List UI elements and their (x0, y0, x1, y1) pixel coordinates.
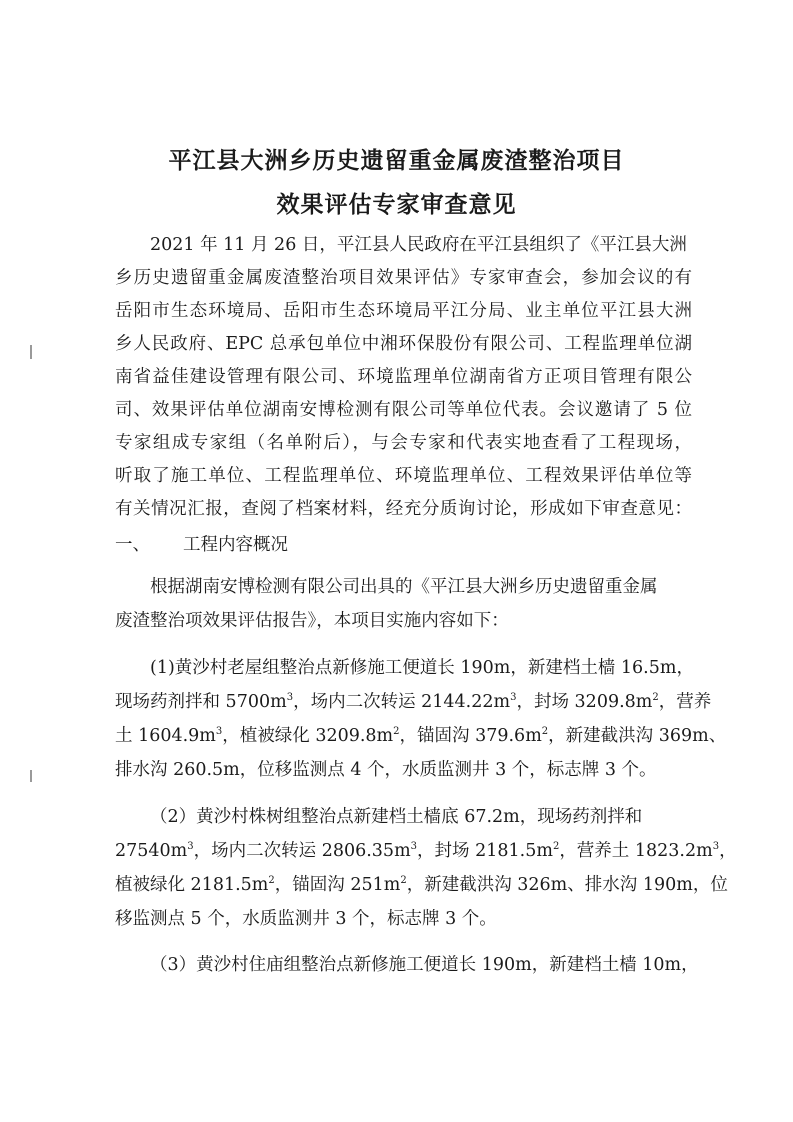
section-number: 一、 (115, 535, 150, 555)
text-run: ，锚固沟 379.6m (399, 726, 542, 746)
text-run: ，植被绿化 3209.8m (222, 726, 394, 746)
text-run: ，新建截洪沟 326m、排水沟 190m，位 (406, 875, 728, 895)
item-line: 移监测点 5 个，水质监测井 3 个，标志牌 3 个。 (115, 909, 497, 929)
text-run: 27540m (115, 841, 188, 861)
item-line (115, 724, 727, 748)
text-run: 土 1604.9m (115, 726, 216, 746)
item-line (115, 839, 737, 863)
scan-mark (30, 770, 32, 782)
unit-exponent: 3 (215, 726, 223, 738)
text-run: ，锚固沟 251m (274, 875, 401, 895)
scan-mark (30, 345, 32, 359)
unit-exponent: 2 (400, 875, 407, 887)
unit-exponent: 3 (510, 692, 517, 704)
text-run: ，封场 3209.8m (516, 692, 653, 712)
text-run: ， (719, 841, 737, 861)
intro-line: 岳阳市生态环境局、岳阳市生态环境局平江分局、业主单位平江县大洲 (115, 301, 692, 321)
unit-exponent: 2 (393, 726, 400, 738)
item-line: 排水沟 260.5m，位移监测点 4 个，水质监测井 3 个，标志牌 3 个。 (115, 760, 657, 780)
unit-exponent: 2 (268, 875, 275, 887)
intro-line: 有关情况汇报，查阅了档案材料，经充分质询讨论，形成如下审查意见： (115, 499, 692, 519)
intro-line: 南省益佳建设管理有限公司、环境监理单位湖南省方正项目管理有限公 (115, 367, 692, 387)
paragraph-line: 根据湖南安博检测有限公司出具的《平江县大洲乡历史遗留重金属 (150, 577, 658, 597)
text-run: 现场药剂拌和 5700m (115, 692, 287, 712)
intro-line: 2021 年 11 月 26 日，平江县人民政府在平江县组织了《平江县大洲 (150, 235, 687, 255)
item-line (115, 690, 712, 714)
unit-exponent: 3 (712, 841, 720, 853)
text-run: ，封场 2181.5m (417, 841, 553, 861)
text-run: ，场内二次转运 2806.35m (193, 841, 411, 861)
section-title: 工程内容概况 (183, 535, 288, 555)
text-run: ，新建截洪沟 369m、 (548, 726, 727, 746)
text-run: 植被绿化 2181.5m (115, 875, 269, 895)
unit-exponent: 3 (187, 841, 194, 853)
document-title-line-2: 效果评估专家审查意见 (276, 191, 517, 218)
text-run: ，营养土 1823.2m (559, 841, 713, 861)
item-line: （3）黄沙村住庙组整治点新修施工便道长 190m，新建档土樯 10m， (150, 955, 699, 975)
document-title-line-1: 平江县大洲乡历史遗留重金属废渣整治项目 (168, 147, 625, 174)
item-line (115, 873, 728, 897)
intro-line: 司、效果评估单位湖南安博检测有限公司等单位代表。会议邀请了 5 位 (115, 400, 692, 420)
unit-exponent: 3 (410, 841, 418, 853)
unit-exponent: 2 (652, 692, 659, 704)
item-line: (1)黄沙村老屋组整治点新修施工便道长 190m，新建档土樯 16.5m， (150, 658, 694, 678)
unit-exponent: 3 (286, 692, 294, 704)
item-line: （2）黄沙村株树组整治点新建档土樯底 67.2m，现场药剂拌和 (150, 807, 643, 827)
intro-line: 乡历史遗留重金属废渣整治项目效果评估》专家审查会，参加会议的有 (115, 268, 692, 288)
unit-exponent: 2 (541, 726, 549, 738)
text-run: ，场内二次转运 2144.22m (293, 692, 511, 712)
unit-exponent: 2 (552, 841, 560, 853)
text-run: ，营养 (658, 692, 712, 712)
intro-line: 乡人民政府、EPC 总承包单位中湘环保股份有限公司、工程监理单位湖 (115, 334, 692, 354)
intro-line: 专家组成专家组（名单附后），与会专家和代表实地查看了工程现场， (115, 433, 692, 453)
intro-line: 听取了施工单位、工程监理单位、环境监理单位、工程效果评估单位等 (115, 466, 692, 486)
paragraph-line: 废渣整治项效果评估报告》，本项目实施内容如下： (115, 611, 509, 631)
